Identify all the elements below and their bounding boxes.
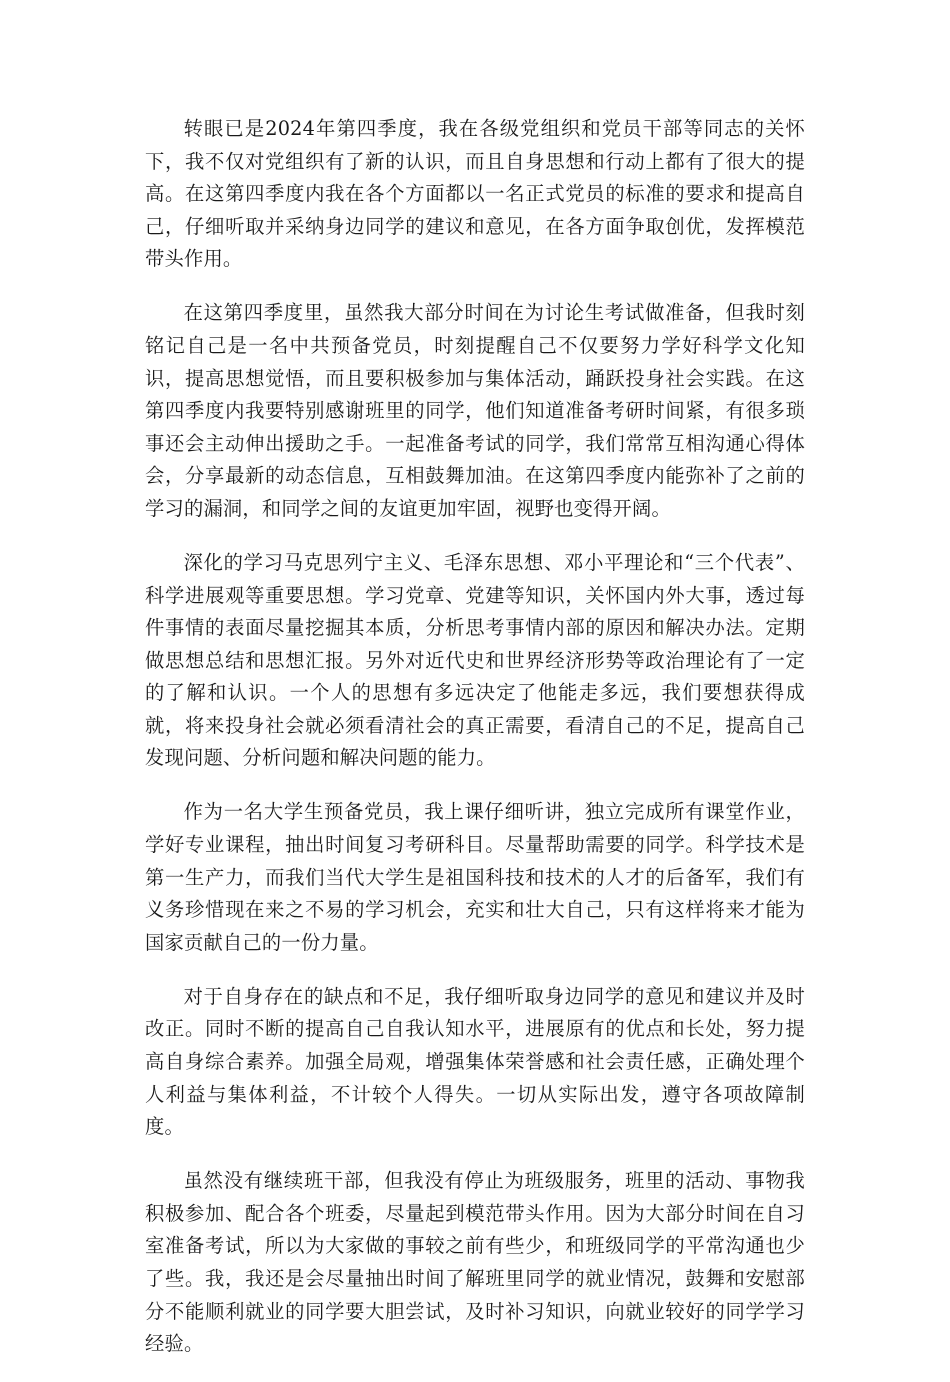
paragraph-3: 深化的学习马克思列宁主义、毛泽东思想、邓小平理论和“三个代表”、科学进展观等重要思想。学习党章、党建等知识，关怀国内外大事，透过每件事情的表面尽量挖掘其本质，分析思考事情内部的原因和解决办法。定期做思想总结和思想汇报。另外对近代史和世界经济形势等政治理论有了一定的了解和认识。一个人的思想有多远决定了他能走多远，我们要想获得成就，将来投身社会就必须看清社会的真正需要，看清自己的不足，提高自己发现问题、分析问题和解决问题的能力。: [145, 550, 805, 770]
paragraph-4: 作为一名大学生预备党员，我上课仔细听讲，独立完成所有课堂作业，学好专业课程，抽出时间复习考研科目。尽量帮助需要的同学。科学技术是第一生产力，而我们当代大学生是祖国科技和技术的人才的后备军，我们有义务珍惜现在来之不易的学习机会，充实和壮大自己，只有这样将来才能为国家贡献自己的一份力量。: [145, 800, 805, 954]
document-body: [145, 113, 805, 1382]
paragraph-1: 转眼已是2024年第四季度，我在各级党组织和党员干部等同志的关怀下，我不仅对党组织有了新的认识，而且自身思想和行动上都有了很大的提高。在这第四季度内我在各个方面都以一名正式党员的标准的要求和提高自己，仔细听取并采纳身边同学的建议和意见，在各方面争取创优，发挥模范带头作用。: [145, 117, 805, 271]
paragraph-5: 对于自身存在的缺点和不足，我仔细听取身边同学的意见和建议并及时改正。同时不断的提高自己自我认知水平，进展原有的优点和长处，努力提高自身综合素养。加强全局观，增强集体荣誉感和社会责任感，正确处理个人利益与集体利益，不计较个人得失。一切从实际出发，遵守各项故障制度。: [145, 984, 805, 1139]
paragraph-6: 虽然没有继续班干部，但我没有停止为班级服务，班里的活动、事物我积极参加、配合各个班委，尽量起到模范带头作用。因为大部分时间在自习室准备考试，所以为大家做的事较之前有些少，和班级同学的平常沟通也少了些。我，我还是会尽量抽出时间了解班里同学的就业情况，鼓舞和安慰部分不能顺利就业的同学要大胆尝试，及时补习知识，向就业较好的同学学习经验。: [145, 1169, 805, 1356]
paragraph-2: 在这第四季度里，虽然我大部分时间在为讨论生考试做准备，但我时刻铭记自己是一名中共预备党员，时刻提醒自己不仅要努力学好科学文化知识，提高思想觉悟，而且要积极参加与集体活动，踊跃投身社会实践。在这第四季度内我要特别感谢班里的同学，他们知道准备考研时间紧，有很多琐事还会主动伸出援助之手。一起准备考试的同学，我们常常互相沟通心得体会，分享最新的动态信息，互相鼓舞加油。在这第四季度内能弥补了之前的学习的漏洞，和同学之间的友谊更加牢固，视野也变得开阔。: [145, 301, 805, 520]
